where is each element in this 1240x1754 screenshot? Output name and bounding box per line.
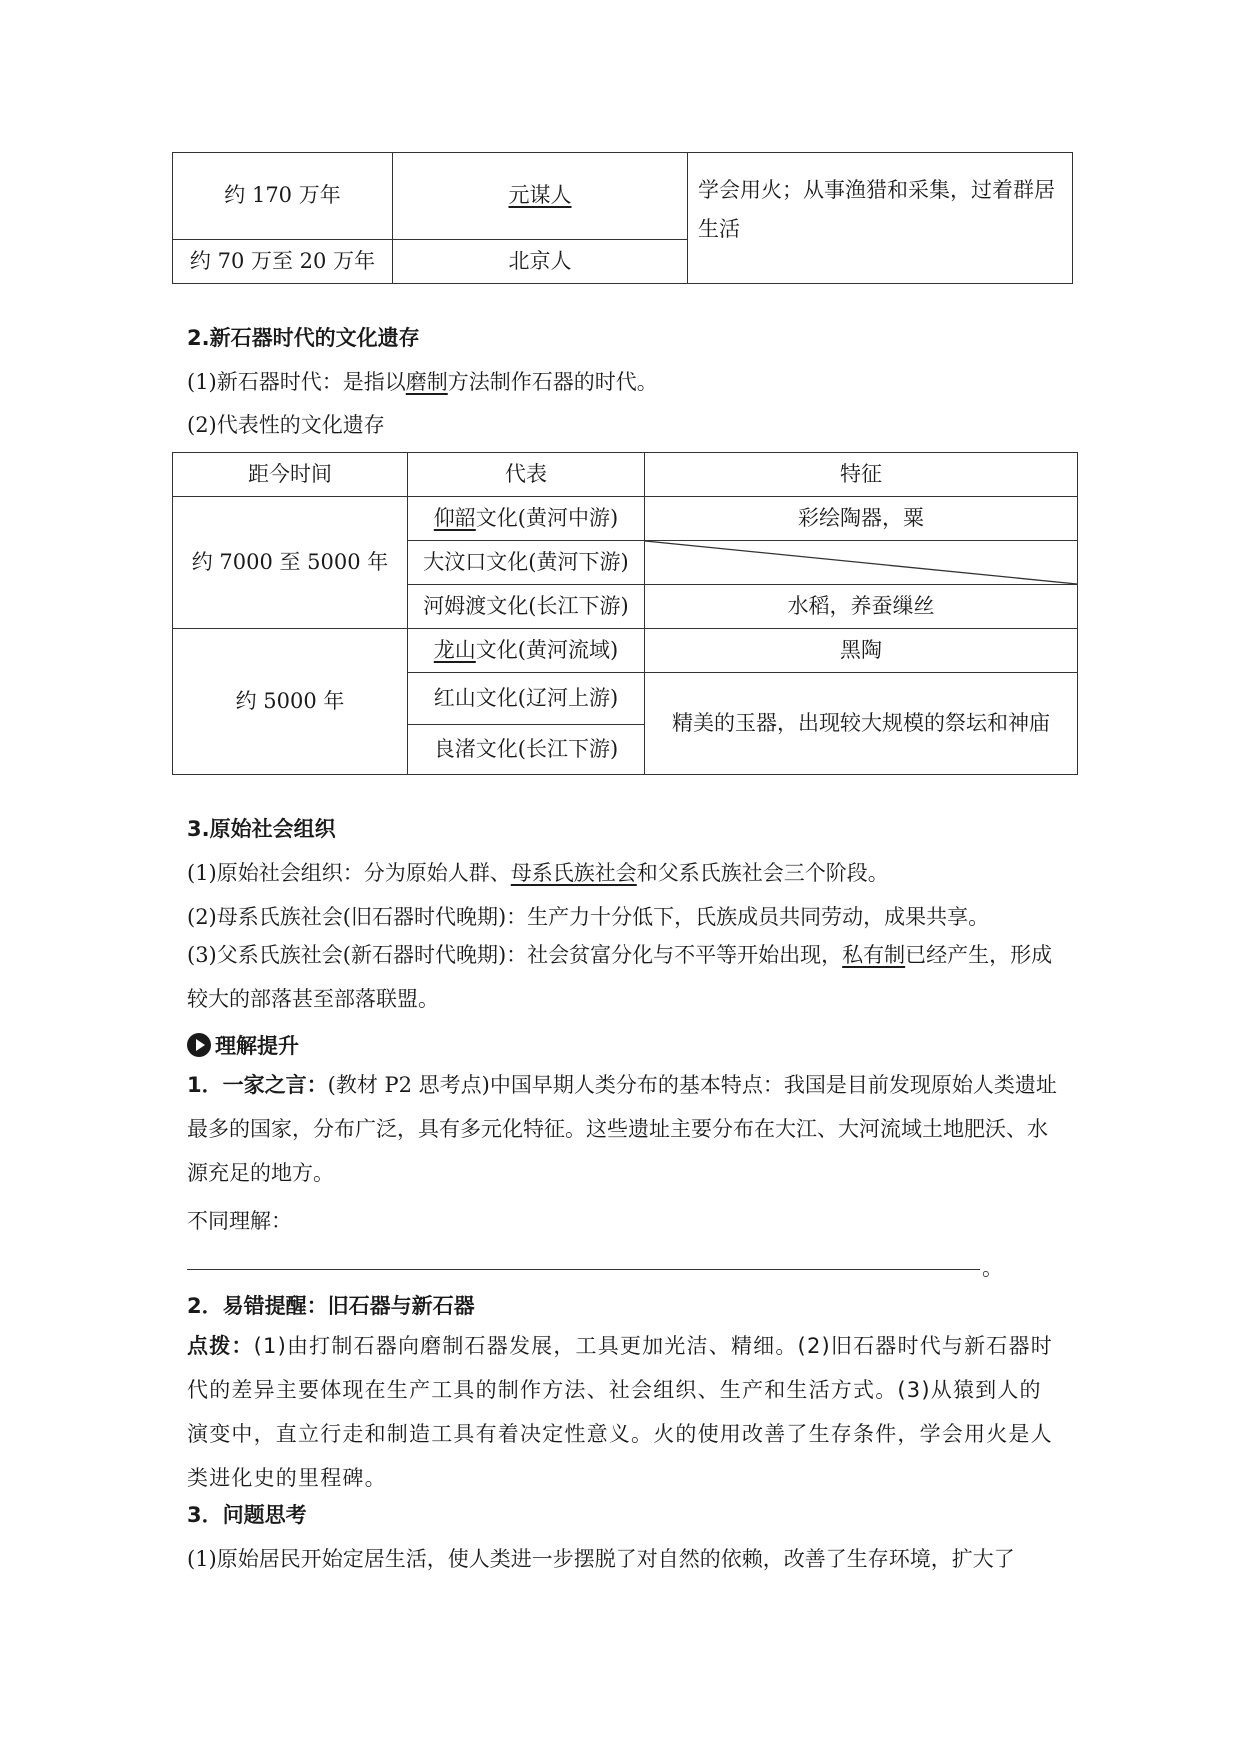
table-cell: 良渚文化(长江下游) <box>408 725 645 775</box>
underlined-term: 磨制 <box>405 370 448 394</box>
answer-blank-line[interactable] <box>187 1268 980 1270</box>
underlined-term: 龙山 <box>433 637 476 662</box>
paragraph: (1)原始社会组织：分为原始人群、母系氏族社会和父系氏族社会三个阶段。 <box>187 861 889 885</box>
table-cell: 约 5000 年 <box>173 629 408 775</box>
paragraph: (2)代表性的文化遗存 <box>187 413 385 437</box>
table-cell <box>393 153 688 240</box>
diagonal-empty-cell <box>645 541 1078 585</box>
table-cell: 北京人 <box>393 240 688 284</box>
table-cell: 学会用火；从事渔猎和采集，过着群居生活 <box>688 153 1073 284</box>
table-cell: 河姆渡文化(长江下游) <box>408 585 645 629</box>
different-understanding-label: 不同理解： <box>187 1209 292 1233</box>
play-arrow-icon <box>187 1033 211 1057</box>
tip-paragraph: 点拨：(1)由打制石器向磨制石器发展，工具更加光洁、精细。(2)旧石器时代与新石器时代的差异主要体现在生产工具的制作方法、社会组织、生产和生活方式。(3)从猿到人的演变中，直立行走和制造工具有着决定性意义。火的使用改善了生存条件，学会用火是人类进化史的里程碑。 <box>187 1334 1053 1490</box>
underlined-term: 母系氏族社会 <box>510 861 637 885</box>
tip-label: 点拨： <box>187 1334 254 1358</box>
paragraph: (1)原始居民开始定居生活，使人类进一步摆脱了对自然的依赖，改善了生存环境，扩大了 <box>187 1547 1015 1571</box>
item-title: 2．易错提醒：旧石器与新石器 <box>187 1294 475 1318</box>
item-label: 1．一家之言： <box>187 1073 328 1097</box>
table-cell: 水稻，养蚕缫丝 <box>645 585 1078 629</box>
blank-period: 。 <box>982 1256 1003 1280</box>
table-cell: 约 7000 至 5000 年 <box>173 497 408 629</box>
table-cell: 黑陶 <box>645 629 1078 673</box>
understand-heading: 理解提升 <box>187 1030 299 1060</box>
section-title: 3.原始社会组织 <box>187 817 336 841</box>
underlined-term: 元谋人 <box>508 183 572 208</box>
paragraph: (2)母系氏族社会(旧石器时代晚期)：生产力十分低下，氏族成员共同劳动，成果共享。 <box>187 905 990 929</box>
table-cell: 精美的玉器，出现较大规模的祭坛和神庙 <box>645 673 1078 775</box>
early-humans-table <box>172 152 1073 284</box>
paragraph: 1．一家之言：(教材 P2 思考点)中国早期人类分布的基本特点：我国是目前发现原始人类遗址最多的国家，分布广泛，具有多元化特征。这些遗址主要分布在大江、大河流域土地肥沃、水源充足的地方。 <box>187 1073 1057 1185</box>
table-cell: 彩绘陶器，粟 <box>645 497 1078 541</box>
column-header: 距今时间 <box>173 453 408 497</box>
column-header: 代表 <box>408 453 645 497</box>
table-cell: 仰韶文化(黄河中游) <box>408 497 645 541</box>
paragraph: (1)新石器时代：是指以磨制方法制作石器的时代。 <box>187 370 658 394</box>
column-header: 特征 <box>645 453 1078 497</box>
table-cell: 红山文化(辽河上游) <box>408 673 645 725</box>
neolithic-cultures-table <box>172 452 1078 775</box>
underlined-term: 私有制 <box>842 943 906 967</box>
item-title: 3．问题思考 <box>187 1503 307 1527</box>
table-cell: 约 170 万年 <box>173 153 393 240</box>
table-cell: 大汶口文化(黄河下游) <box>408 541 645 585</box>
underlined-term: 仰韶 <box>433 505 476 530</box>
table-cell: 约 70 万至 20 万年 <box>173 240 393 284</box>
section-title: 2.新石器时代的文化遗存 <box>187 326 420 350</box>
paragraph: (3)父系氏族社会(新石器时代晚期)：社会贫富分化与不平等开始出现，私有制已经产生，形成较大的部落甚至部落联盟。 <box>187 943 1053 1011</box>
table-cell: 龙山文化(黄河流域) <box>408 629 645 673</box>
